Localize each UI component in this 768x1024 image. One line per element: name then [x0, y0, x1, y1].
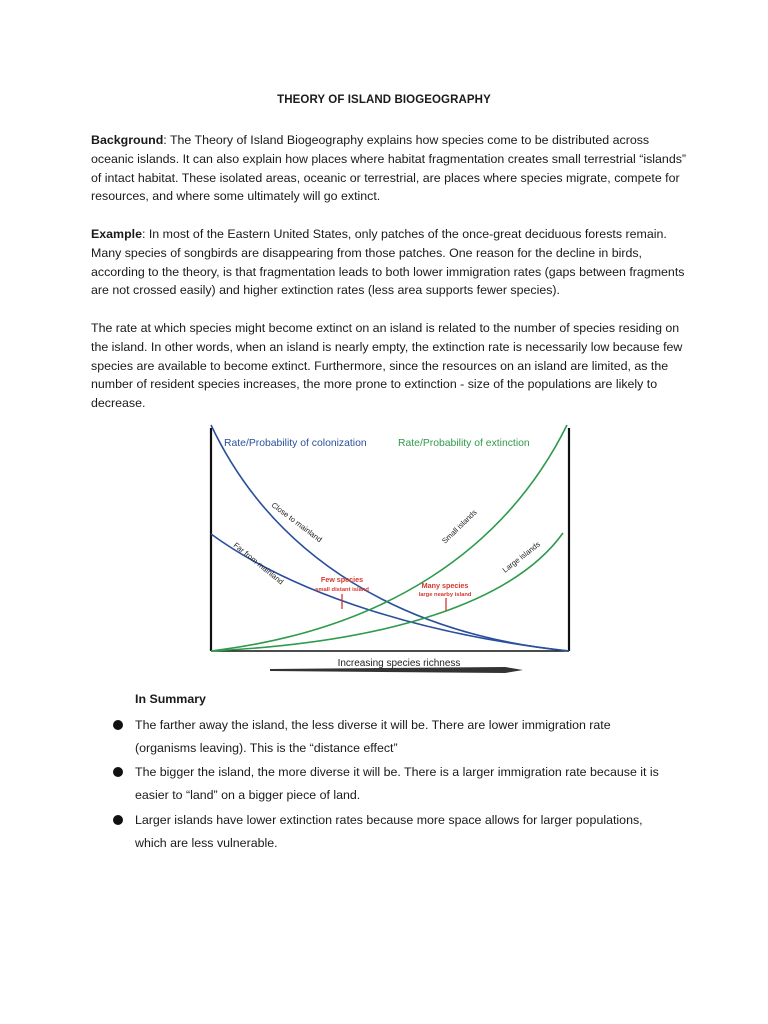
far-from-mainland-curve [211, 534, 569, 651]
large-islands-curve [211, 533, 563, 651]
background-text: : The Theory of Island Biogeography explains how species come to be distributed across oceanic islands. It can also explain how places where habitat fragmentation creates small terrestrial “islands” of intact habitat. These isolated areas, oceanic or terrestrial, are places where species migrate, compete for resources, and where some ultimately will go extinct. [91, 133, 687, 204]
bullet-dot-icon [113, 815, 123, 825]
summary-bullet-text: Larger islands have lower extinction rates because more space allows for larger populations, which are less vulnerable. [135, 813, 643, 850]
example-label: Example [91, 227, 142, 241]
many-species-label: Many species [421, 581, 469, 590]
small-islands-label: Small islands [440, 507, 479, 546]
few-species-label: Few species [320, 575, 364, 584]
far-from-mainland-label: Far from mainland [231, 540, 286, 587]
page-title: THEORY OF ISLAND BIOGEOGRAPHY [277, 94, 491, 106]
small-islands-curve [211, 425, 567, 651]
background-paragraph [91, 131, 691, 206]
example-paragraph [91, 225, 691, 300]
bullet-dot-icon [113, 767, 123, 777]
many-species-sublabel: large nearby island [418, 592, 472, 598]
few-species-sublabel: small distant island [315, 587, 369, 593]
x-axis-label: Increasing species richness [337, 658, 461, 669]
background-label: Background [91, 133, 164, 147]
summary-bullet [113, 761, 673, 806]
summary-bullet [113, 809, 673, 854]
large-islands-label: Large islands [500, 539, 542, 575]
island-biogeography-diagram [205, 420, 575, 682]
summary-bullet-text: The farther away the island, the less diverse it will be. There are lower immigration rate (organisms leaving). This is the “distance effect” [135, 718, 611, 755]
close-to-mainland-label: Close to mainland [269, 500, 324, 545]
summary-bullet-text: The bigger the island, the more diverse it will be. There is a larger immigration rate because it is easier to “land” on a bigger piece of land. [135, 765, 659, 802]
colonization-label: Rate/Probability of colonization [224, 438, 367, 449]
summary-bullet [113, 714, 673, 759]
rate-paragraph: The rate at which species might become extinct on an island is related to the number of species residing on the island. In other words, when an island is nearly empty, the extinction rate is necessarily low because few species are available to become extinct. Furthermore, since the resources on an island are limited, as the number of resident species increases, the more prone to extinction - size of the populations are likely to decrease. [91, 321, 683, 411]
bullet-dot-icon [113, 720, 123, 730]
summary-heading: In Summary [135, 692, 206, 706]
example-text: : In most of the Eastern United States, only patches of the once-great deciduous forests remain. Many species of songbirds are disappearing from those patches. One reason for the decline in birds, according to the theory, is that fragmentation leads to both lower immigration rates (gaps between fragments are not crossed easily) and higher extinction rates (less area supports fewer species). [91, 227, 685, 298]
extinction-label: Rate/Probability of extinction [398, 438, 530, 449]
